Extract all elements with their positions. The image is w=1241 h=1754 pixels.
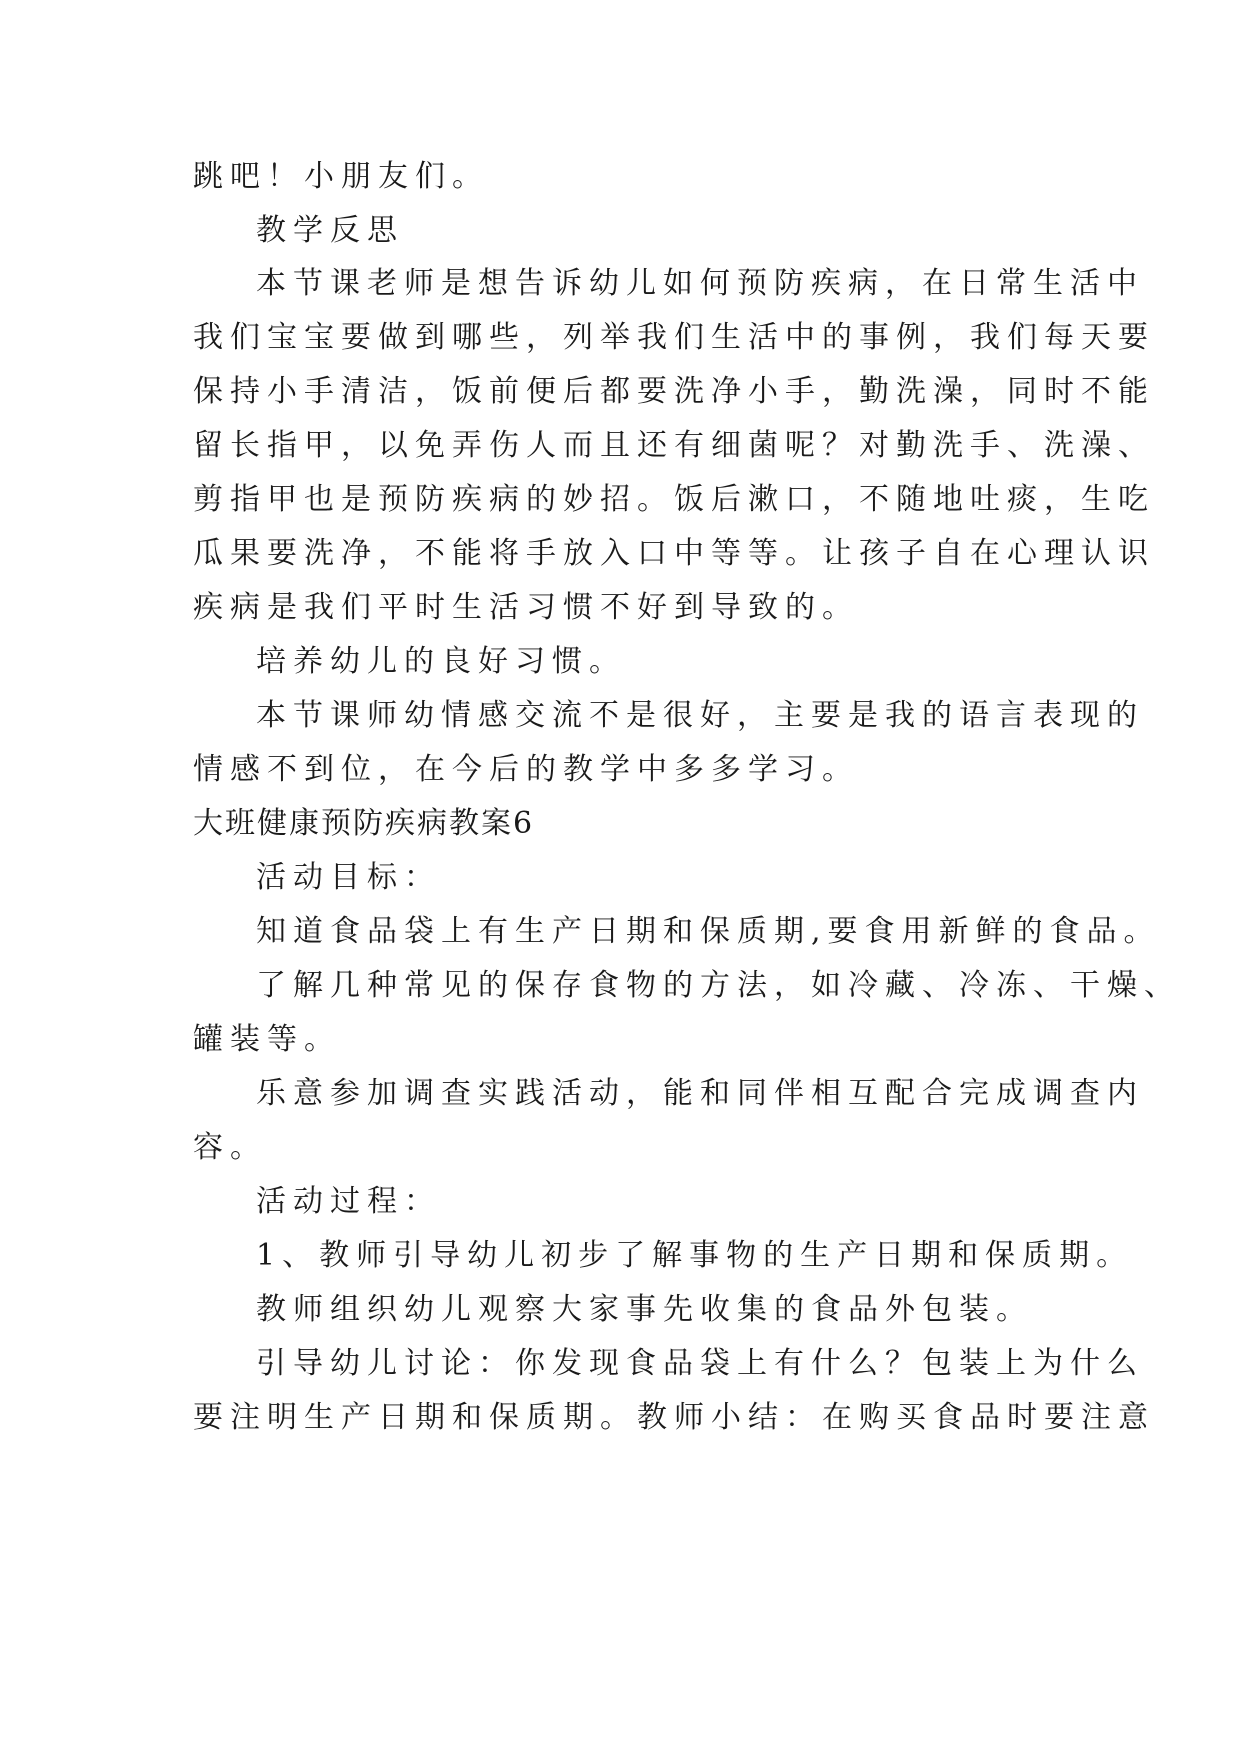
text-line: 跳吧！小朋友们。 (193, 159, 489, 194)
paragraph-line: 1、教师引导幼儿初步了解事物的生产日期和保质期。 (256, 1238, 1134, 1273)
section-heading-reflection: 教学反思 (256, 213, 404, 248)
lesson-title: 大班健康预防疾病教案6 (193, 806, 535, 841)
paragraph-line: 瓜果要洗净，不能将手放入口中等等。让孩子自在心理认识 (193, 536, 1155, 571)
paragraph-line: 情感不到位，在今后的教学中多多学习。 (193, 752, 859, 787)
paragraph-line: 剪指甲也是预防疾病的妙招。饭后漱口，不随地吐痰，生吃 (193, 482, 1155, 517)
paragraph-line: 引导幼儿讨论：你发现食品袋上有什么？包装上为什么 (256, 1346, 1144, 1381)
paragraph-line: 罐装等。 (193, 1022, 341, 1057)
paragraph-line: 容。 (193, 1130, 267, 1165)
section-heading-process: 活动过程： (256, 1184, 441, 1219)
paragraph-line: 乐意参加调查实践活动，能和同伴相互配合完成调查内 (256, 1076, 1144, 1111)
paragraph-line: 知道食品袋上有生产日期和保质期,要食用新鲜的食品。 (256, 914, 1161, 949)
paragraph-line: 我们宝宝要做到哪些，列举我们生活中的事例，我们每天要 (193, 320, 1155, 355)
paragraph-line: 了解几种常见的保存食物的方法，如冷藏、冷冻、干燥、 (256, 968, 1181, 1003)
paragraph-line: 保持小手清洁，饭前便后都要洗净小手，勤洗澡，同时不能 (193, 374, 1155, 409)
paragraph-line: 本节课师幼情感交流不是很好，主要是我的语言表现的 (256, 698, 1144, 733)
paragraph-line: 要注明生产日期和保质期。教师小结：在购买食品时要注意 (193, 1400, 1155, 1435)
section-heading-goals: 活动目标： (256, 860, 441, 895)
paragraph-line: 留长指甲，以免弄伤人而且还有细菌呢？对勤洗手、洗澡、 (193, 428, 1155, 463)
paragraph-line: 本节课老师是想告诉幼儿如何预防疾病，在日常生活中 (256, 266, 1144, 301)
paragraph-line: 疾病是我们平时生活习惯不好到导致的。 (193, 590, 859, 625)
paragraph-line: 教师组织幼儿观察大家事先收集的食品外包装。 (256, 1292, 1033, 1327)
paragraph-line: 培养幼儿的良好习惯。 (256, 644, 626, 679)
